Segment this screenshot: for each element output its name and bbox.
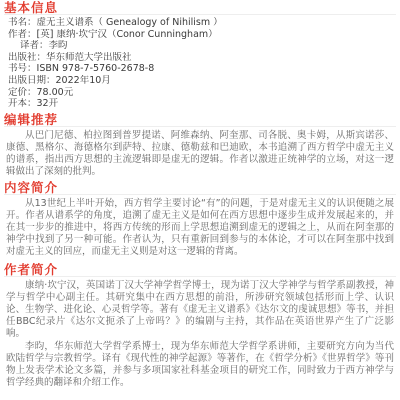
info-label-publisher: 出版社： xyxy=(8,51,47,63)
info-label-isbn: 书号： xyxy=(8,63,37,75)
translator-bio-paragraph: 李昀，华东师范大学哲学系博士，现为华东师范大学哲学系讲师，主要研究方向为当代欧陆哲学与宗教哲学。译有《现代性的神学起源》等著作，在《哲学分析》《世界哲学》等刊物上发表学术论文多篇，并参与多项国家社科基金项目的研究工作，同时致力于西方神学与哲学经典的翻译和介绍工作。 xyxy=(6,340,394,388)
info-label-price: 定价： xyxy=(8,86,37,98)
info-row-title xyxy=(8,17,400,29)
info-value-translator: 李昀 xyxy=(48,40,68,52)
info-label-format: 开本： xyxy=(8,98,37,110)
info-value-price: 78.00元 xyxy=(36,86,74,98)
info-value-format: 32开 xyxy=(36,98,59,110)
info-label-translator: 译者： xyxy=(20,40,49,52)
basic-info-list xyxy=(8,17,400,110)
section-heading-recommendation: 编辑推荐 xyxy=(4,113,396,127)
info-value-publish-date: 2022年10月 xyxy=(55,74,111,86)
info-value-title: 虚无主义谱系（ Genealogy of Nihilism ） xyxy=(36,17,223,28)
info-row-isbn xyxy=(8,63,400,75)
info-value-publisher: 华东师范大学出版社 xyxy=(46,51,132,63)
info-label-title: 书名： xyxy=(8,17,37,28)
info-label-author: 作者： xyxy=(8,28,37,40)
info-row-translator xyxy=(8,40,400,52)
section-heading-basic-info: 基本信息 xyxy=(4,1,396,15)
info-row-publisher xyxy=(8,52,400,64)
info-row-publish-date xyxy=(8,75,400,87)
recommendation-paragraph: 从巴门尼德、柏拉图到普罗提诺、阿维森纳、阿奎那、司各脱、奥卡姆，从斯宾诺莎、康德、黑格尔、海德格尔到萨特、拉康、德勒兹和巴迪欧，本书追溯了西方哲学中虚无主义的谱系，指出西方思想的主流逻辑即是虚无的逻辑。作者以激进正统神学的立场，对这一逻辑做出了深刻的批判。 xyxy=(6,129,394,177)
info-value-isbn: ISBN 978-7-5760-2678-8 xyxy=(36,63,155,75)
info-row-author xyxy=(8,29,400,41)
author-bio-paragraph: 康纳·坎宁汉，英国诺丁汉大学神学哲学博士，现为诺丁汉大学神学与哲学系副教授，神学与哲学中心副主任。其研究集中在西方思想的前沿，所涉研究领域包括形而上学、认识论、生物学、进化论、心灵哲学等。著有《虚无主义谱系》《达尔文的虔诚思想》等书，并担任BBC纪录片《达尔文扼杀了上帝吗？》的编剧与主持，其作品在英语世界产生了广泛影响。 xyxy=(6,279,394,339)
info-row-format xyxy=(8,98,400,110)
info-value-author: [英] 康纳·坎宁汉（Conor Cunningham） xyxy=(36,28,218,40)
info-row-price xyxy=(8,87,400,99)
summary-paragraph: 从13世纪上半叶开始，西方哲学主要讨论“有”的问题，于是对虚无主义的认识便随之展开。作者从谱系学的角度，追溯了虚无主义是如何在西方思想中逐步生成并发展起来的，并在其一步步的推进中，将西方传统的形而上学思想追溯到虚无的逻辑之上，从而在阿奎那的神学中找到了另一种可能。作者认为，只有重新回到参与的本体论，才可以在阿奎那中找到对虚无主义的回应，而虚无主义则是对这一逻辑的背离。 xyxy=(6,197,394,257)
info-label-publish-date: 出版日期： xyxy=(8,74,56,86)
section-heading-summary: 内容简介 xyxy=(4,181,396,195)
section-heading-author: 作者简介 xyxy=(4,263,396,277)
